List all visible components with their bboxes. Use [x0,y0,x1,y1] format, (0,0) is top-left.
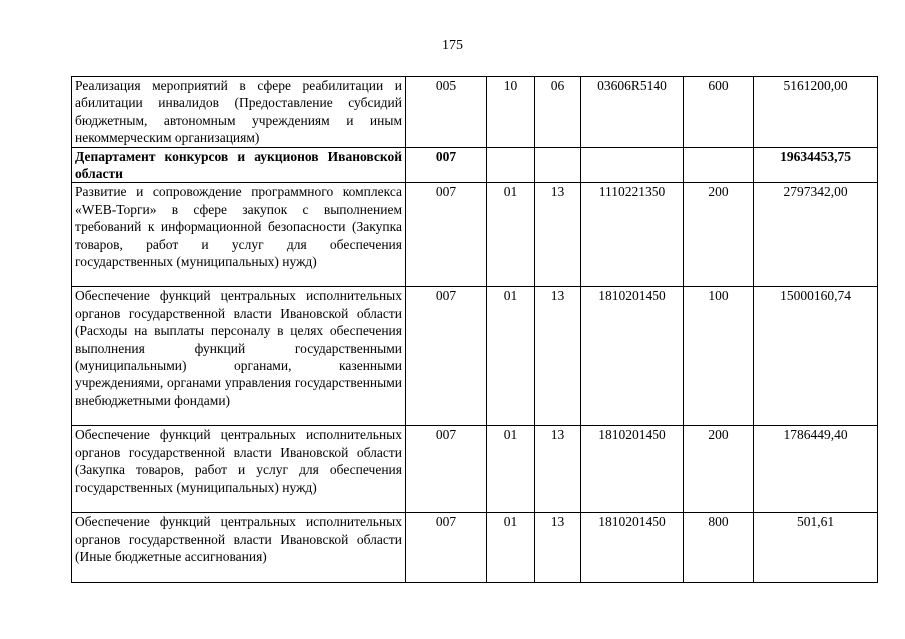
expense-type-cell [684,147,754,183]
table-row [72,147,878,183]
section-code-cell: 01 [487,183,535,287]
amount-cell: 15000160,74 [754,287,878,426]
item-name-cell: Департамент конкурсов и аукционов Ивановской области [72,147,406,183]
ministry-code-cell: 007 [406,183,487,287]
item-name-cell: Развитие и сопровождение программного комплекса «WEB-Торги» в сфере закупок с выполнением требований к информационной безопасности (Закупка товаров, работ и услуг для обеспечения государственных (муниципальных) нужд) [72,183,406,287]
target-article-cell: 1110221350 [581,183,684,287]
ministry-code-cell: 007 [406,287,487,426]
expense-type-cell: 800 [684,513,754,583]
item-name-cell: Реализация мероприятий в сфере реабилитации и абилитации инвалидов (Предоставление субсидий бюджетным, автономным учреждениям и иным некоммерческим организациям) [72,77,406,148]
section-code-cell: 01 [487,513,535,583]
amount-cell: 19634453,75 [754,147,878,183]
subsection-code-cell: 13 [535,513,581,583]
ministry-code-cell: 007 [406,426,487,513]
subsection-code-cell: 13 [535,287,581,426]
amount-cell: 1786449,40 [754,426,878,513]
item-name-cell: Обеспечение функций центральных исполнительных органов государственной власти Ивановской области (Закупка товаров, работ и услуг для обеспечения государственных (муниципальных) нужд) [72,426,406,513]
ministry-code-cell: 005 [406,77,487,148]
subsection-code-cell: 13 [535,426,581,513]
section-code-cell [487,147,535,183]
expense-type-cell: 100 [684,287,754,426]
item-name-cell: Обеспечение функций центральных исполнительных органов государственной власти Ивановской области (Иные бюджетные ассигнования) [72,513,406,583]
expense-type-cell: 200 [684,183,754,287]
target-article-cell: 1810201450 [581,426,684,513]
expense-type-cell: 200 [684,426,754,513]
expense-type-cell: 600 [684,77,754,148]
table-row [72,183,878,287]
target-article-cell [581,147,684,183]
amount-cell: 5161200,00 [754,77,878,148]
table-row [72,513,878,583]
table-row [72,426,878,513]
target-article-cell: 1810201450 [581,513,684,583]
amount-cell: 501,61 [754,513,878,583]
table-row [72,77,878,148]
section-code-cell: 01 [487,426,535,513]
target-article-cell: 1810201450 [581,287,684,426]
target-article-cell: 03606R5140 [581,77,684,148]
page-number: 175 [442,38,463,53]
budget-table [71,76,878,583]
section-code-cell: 01 [487,287,535,426]
table-row [72,287,878,426]
subsection-code-cell [535,147,581,183]
item-name-cell: Обеспечение функций центральных исполнительных органов государственной власти Ивановской области (Расходы на выплаты персоналу в целях обеспечения выполнения функций государственными (муниципальными) органами, казенными учреждениями, органами управления государственными внебюджетными фондами) [72,287,406,426]
amount-cell: 2797342,00 [754,183,878,287]
section-code-cell: 10 [487,77,535,148]
subsection-code-cell: 06 [535,77,581,148]
ministry-code-cell: 007 [406,513,487,583]
subsection-code-cell: 13 [535,183,581,287]
ministry-code-cell: 007 [406,147,487,183]
